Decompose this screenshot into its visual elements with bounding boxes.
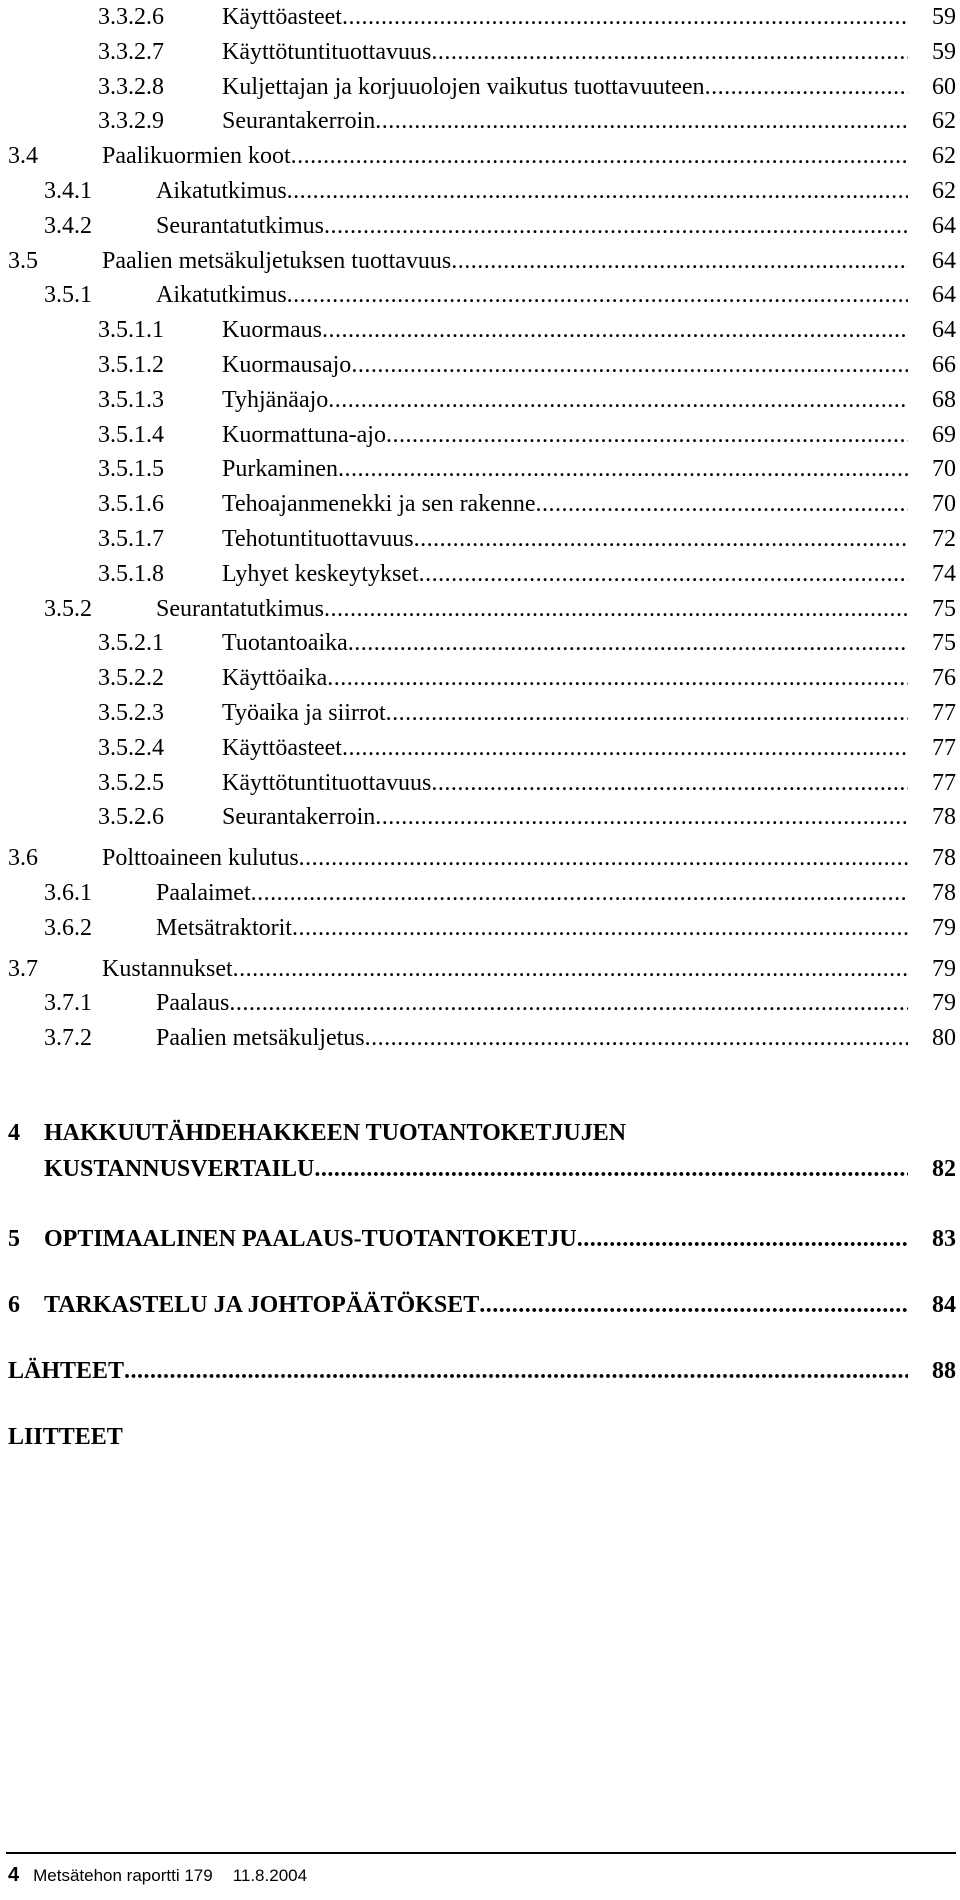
- page-number: 76: [932, 665, 956, 692]
- chapter-4-title-line2: KUSTANNUSVERTAILU: [44, 1156, 315, 1182]
- page-number: 78: [932, 804, 956, 831]
- toc-entry-title: Purkaminen: [222, 456, 338, 483]
- toc-entry[interactable]: [98, 315, 956, 345]
- toc-entry-number: 3.7.1: [44, 990, 92, 1017]
- page-number: 75: [932, 630, 956, 657]
- toc-entry-title: Paalikuormien koot: [102, 143, 291, 170]
- toc-entry[interactable]: [98, 2, 956, 32]
- toc-entry-title: Seurantakerroin: [222, 804, 376, 831]
- toc-entry-number: 3.5.2: [44, 595, 92, 622]
- toc-entry-title: Käyttötuntituottavuus: [222, 769, 432, 796]
- toc-entry-title: Tehotuntituottavuus: [222, 526, 414, 552]
- page-number: 88: [932, 1358, 956, 1384]
- toc-entry-title: Aikatutkimus: [156, 178, 287, 204]
- dot-leader: [324, 594, 908, 624]
- toc-entry-title: Tuotantoaika: [222, 630, 348, 657]
- chapter-title: OPTIMAALINEN PAALAUS-TUOTANTOKETJU: [44, 1226, 577, 1252]
- toc-entry-number: 3.5.1.6: [98, 491, 164, 518]
- toc-entry-number: 3.5.1.5: [98, 456, 164, 483]
- toc-entry-title: Paalaimet: [156, 880, 251, 906]
- page-number: 64: [932, 247, 956, 274]
- dot-leader: [287, 176, 908, 206]
- dot-leader: [233, 954, 908, 984]
- toc-entry-number: 3.7.2: [44, 1025, 92, 1052]
- footer-rule: [6, 1852, 956, 1854]
- dot-leader: [327, 663, 908, 693]
- toc-entry[interactable]: [98, 420, 956, 450]
- dot-leader: [124, 1356, 908, 1386]
- toc-entry-number: 3.5.1.3: [98, 386, 164, 413]
- page-footer: [8, 1862, 307, 1888]
- toc-entry-number: 3.4: [8, 143, 38, 170]
- dot-leader: [287, 280, 908, 310]
- dot-leader: [431, 768, 908, 798]
- chapter-4-entry[interactable]: [44, 1154, 956, 1184]
- page-number: 78: [932, 880, 956, 906]
- dot-leader: [251, 878, 908, 908]
- toc-entry[interactable]: [98, 385, 956, 415]
- toc-entry[interactable]: [98, 768, 956, 798]
- toc-entry[interactable]: [98, 559, 956, 589]
- page-number: 79: [932, 914, 956, 941]
- toc-entry-title: Kustannukset: [102, 955, 233, 982]
- dot-leader: [431, 37, 908, 67]
- toc-entry[interactable]: [98, 106, 956, 136]
- page-number: 66: [932, 352, 956, 378]
- toc-entry-title: Kuljettajan ja korjuuolojen vaikutus tuottavuuteen: [222, 73, 705, 100]
- toc-entry-number: 3.5.2.4: [98, 734, 164, 761]
- toc-entry-title: Seurantatutkimus: [156, 595, 324, 622]
- toc-entry-number: 3.5.2.5: [98, 769, 164, 796]
- toc-entry[interactable]: [98, 350, 956, 380]
- toc-entry[interactable]: [8, 843, 956, 873]
- liitteet-heading[interactable]: LIITTEET: [8, 1424, 123, 1450]
- page-number: 64: [932, 282, 956, 309]
- dot-leader: [291, 141, 908, 171]
- dot-leader: [324, 211, 908, 241]
- page-number: 74: [932, 560, 956, 587]
- dot-leader: [328, 385, 908, 415]
- toc-entry-title: Paalaus: [156, 990, 230, 1017]
- toc-entry-title: Seurantakerroin: [222, 108, 376, 135]
- toc-entry[interactable]: [8, 141, 956, 171]
- dot-leader: [375, 106, 908, 136]
- toc-entry[interactable]: [8, 246, 956, 276]
- toc-entry-number: 3.6.1: [44, 880, 92, 906]
- footer-publication: Metsätehon raportti 179: [33, 1866, 213, 1885]
- toc-entry-number: 3.6.2: [44, 914, 92, 941]
- toc-entry-title: Polttoaineen kulutus: [102, 845, 299, 872]
- page-number: 82: [932, 1156, 956, 1182]
- chapter-title: TARKASTELU JA JOHTOPÄÄTÖKSET: [44, 1292, 480, 1318]
- page-number: 64: [932, 317, 956, 344]
- page-number: 62: [932, 143, 956, 170]
- page-number: 72: [932, 526, 956, 552]
- dot-leader: [386, 420, 908, 450]
- toc-entry[interactable]: [98, 733, 956, 763]
- page-number: 79: [932, 990, 956, 1017]
- toc-entry-number: 3.5.2.6: [98, 804, 164, 831]
- toc-entry-number: 3.5.1: [44, 282, 92, 309]
- toc-entry-title: Aikatutkimus: [156, 282, 287, 309]
- toc-entry-number: 3.4.2: [44, 212, 92, 239]
- toc-entry[interactable]: [98, 454, 956, 484]
- page-number: 69: [932, 421, 956, 448]
- page-number: 70: [932, 491, 956, 518]
- toc-entry-number: 3.3.2.6: [98, 4, 164, 30]
- dot-leader: [375, 802, 908, 832]
- dot-leader: [299, 843, 908, 873]
- dot-leader: [342, 733, 908, 763]
- dot-leader: [351, 350, 908, 380]
- toc-entry[interactable]: [98, 802, 956, 832]
- dot-leader: [479, 1290, 908, 1320]
- toc-entry[interactable]: [98, 72, 956, 102]
- page-number: 80: [932, 1025, 956, 1052]
- chapter-4-title-line1: HAKKUUTÄHDEHAKKEEN TUOTANTOKETJUJEN: [44, 1120, 627, 1146]
- toc-entry[interactable]: [44, 280, 956, 310]
- toc-entry-number: 3.3.2.7: [98, 38, 164, 65]
- toc-entry-title: Kuormausajo: [222, 352, 352, 378]
- toc-entry[interactable]: [44, 878, 956, 908]
- toc-entry-title: Tehoajanmenekki ja sen rakenne: [222, 491, 536, 518]
- toc-entry-number: 3.5.1.8: [98, 560, 164, 587]
- toc-entry-number: 3.3.2.9: [98, 108, 164, 135]
- toc-entry-title: Kuormattuna-ajo: [222, 421, 386, 448]
- page-number: 59: [932, 38, 956, 65]
- page-number: 77: [932, 769, 956, 796]
- chapter-6-entry[interactable]: [8, 1290, 956, 1320]
- toc-entry-title: Paalien metsäkuljetus: [156, 1025, 365, 1052]
- toc-entry-number: 3.5.1.2: [98, 352, 164, 378]
- toc-entry-number: 3.5.2.2: [98, 665, 164, 692]
- dot-leader: [705, 72, 908, 102]
- page-number: 62: [932, 108, 956, 135]
- dot-leader: [348, 628, 908, 658]
- toc-entry[interactable]: [98, 37, 956, 67]
- page-number: 83: [932, 1226, 956, 1252]
- toc-entry-number: 3.5.1.1: [98, 317, 164, 344]
- dot-leader: [292, 913, 908, 943]
- lahteet-entry[interactable]: [8, 1356, 956, 1386]
- toc-entry-number: 3.5.2.1: [98, 630, 164, 657]
- toc-entry-title: Käyttöasteet: [222, 734, 342, 761]
- dot-leader: [419, 559, 908, 589]
- toc-entry[interactable]: [98, 663, 956, 693]
- toc-entry-title: Käyttötuntituottavuus: [222, 38, 432, 65]
- toc-entry[interactable]: [44, 594, 956, 624]
- page-number: 64: [932, 212, 956, 239]
- dot-leader: [577, 1224, 908, 1254]
- dot-leader: [314, 1154, 908, 1184]
- toc-entry[interactable]: [98, 489, 956, 519]
- toc-entry-title: Käyttöasteet: [222, 4, 342, 30]
- toc-entry-number: 3.7: [8, 955, 38, 982]
- toc-entry-title: Tyhjänäajo: [222, 386, 329, 413]
- footer-page-number: 4: [8, 1864, 20, 1886]
- footer-date: 11.8.2004: [232, 1866, 308, 1885]
- toc-entry[interactable]: [44, 913, 956, 943]
- toc-entry-number: 3.6: [8, 845, 38, 872]
- toc-entry-number: 3.5.1.7: [98, 526, 164, 552]
- dot-leader: [414, 524, 908, 554]
- toc-entry-title: Lyhyet keskeytykset: [222, 560, 419, 587]
- dot-leader: [342, 2, 908, 32]
- dot-leader: [338, 454, 908, 484]
- dot-leader: [386, 698, 908, 728]
- toc-entry[interactable]: [98, 524, 956, 554]
- dot-leader: [365, 1023, 908, 1053]
- toc-entry-title: Metsätraktorit: [156, 914, 292, 941]
- page-number: 68: [932, 386, 956, 413]
- toc-entry-title: Kuormaus: [222, 317, 322, 344]
- toc-entry-title: Käyttöaika: [222, 665, 328, 692]
- toc-entry[interactable]: [44, 988, 956, 1018]
- toc-entry-title: Paalien metsäkuljetuksen tuottavuus: [102, 247, 452, 274]
- page-number: 60: [932, 73, 956, 100]
- chapter-5-entry[interactable]: [8, 1224, 956, 1254]
- toc-entry-title: Työaika ja siirrot: [222, 700, 386, 726]
- toc-entry-title: Seurantatutkimus: [156, 212, 324, 239]
- toc-entry[interactable]: [44, 211, 956, 241]
- toc-entry[interactable]: [98, 628, 956, 658]
- toc-entry[interactable]: [98, 698, 956, 728]
- dot-leader: [322, 315, 908, 345]
- toc-entry-number: 3.5.1.4: [98, 421, 164, 448]
- page-number: 70: [932, 456, 956, 483]
- chapter-title: LÄHTEET: [8, 1358, 125, 1384]
- page-number: 84: [932, 1292, 956, 1318]
- page-number: 78: [932, 845, 956, 872]
- toc-entry[interactable]: [44, 176, 956, 206]
- toc-entry-number: 3.4.1: [44, 178, 92, 204]
- page-number: 62: [932, 178, 956, 204]
- toc-entry-number: 3.5: [8, 247, 38, 274]
- chapter-number: 6: [8, 1292, 20, 1318]
- dot-leader: [451, 246, 908, 276]
- page-number: 75: [932, 595, 956, 622]
- page-number: 77: [932, 734, 956, 761]
- dot-leader: [229, 988, 908, 1018]
- page-number: 79: [932, 955, 956, 982]
- page-number: 77: [932, 700, 956, 726]
- dot-leader: [536, 489, 908, 519]
- page-number: 59: [932, 4, 956, 30]
- toc-entry[interactable]: [44, 1023, 956, 1053]
- toc-entry-number: 3.5.2.3: [98, 700, 164, 726]
- chapter-4-number: 4: [8, 1120, 20, 1146]
- toc-entry-number: 3.3.2.8: [98, 73, 164, 100]
- toc-entry[interactable]: [8, 954, 956, 984]
- chapter-number: 5: [8, 1226, 20, 1252]
